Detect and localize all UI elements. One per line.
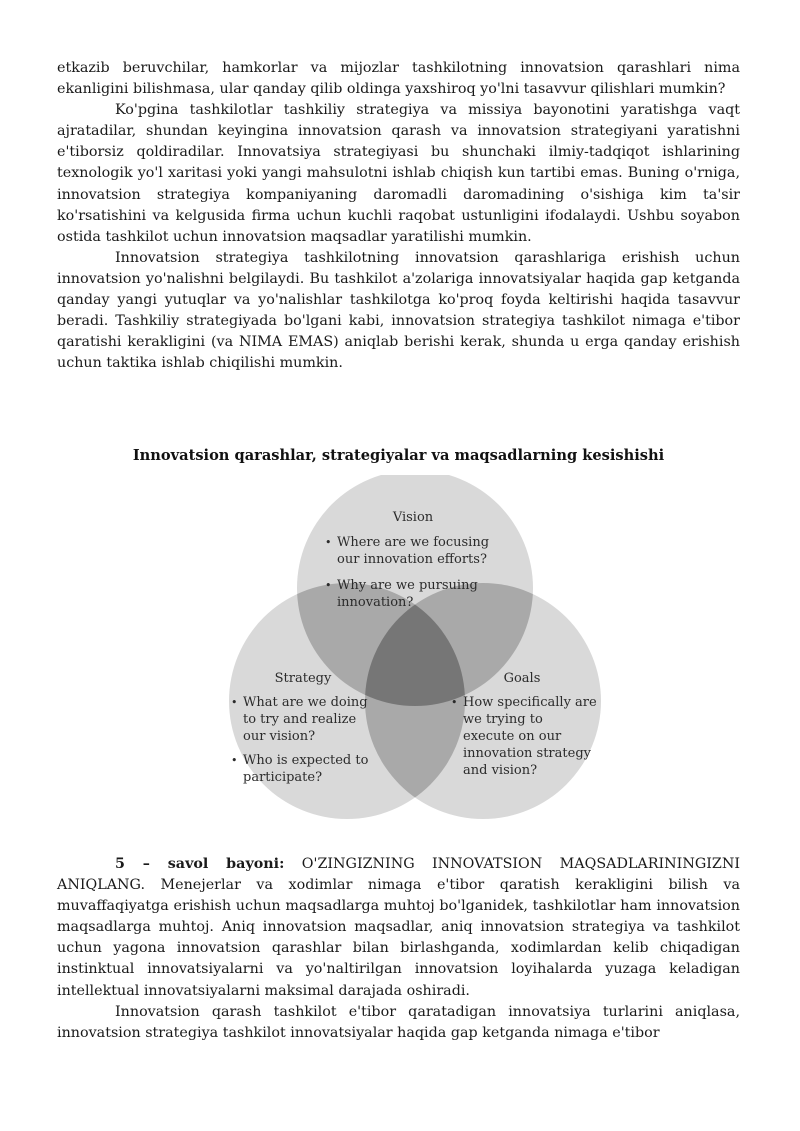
strategy-q2-line1: Who is expected to [243,753,369,768]
vision-heading: Vision [392,510,434,525]
strategy-q1-line2: to try and realize [243,712,357,727]
bullet-icon: • [231,754,238,767]
strategy-heading: Strategy [274,671,332,686]
figure-title: Innovatsion qarashlar, strategiyalar va maqsadlarning kesishishi [132,447,665,464]
question-lead: 5 – savol bayoni: [115,856,285,872]
top-text [57,58,740,374]
paragraph-5: Innovatsion qarash tashkilot e'tibor qaratadigan innovatsiya turlarini aniqlasa, innovatsion strategiya tashkilot innovatsiyalar haqida gap ketganda nimaga e'tibor [57,1003,740,1041]
strategy-q2-line2: participate? [243,770,323,785]
goals-heading: Goals [503,671,541,686]
paragraph-3: Innovatsion strategiya tashkilotning innovatsion qarashlariga erishish uchun innovatsion yo'nalishni belgilaydi. Bu tashkilot a'zolariga innovatsiyalar haqida gap ketganda qanday yangi yutuqlar va yo'nalishlar tashkilotga ko'proq foyda keltirishi haqida tasavvur beradi. Tashkiliy strategiyada bo'lgani kabi, innovatsion strategiya tashkilot nimaga e'tibor qaratishi kerakligini (va NIMA EMAS) aniqlab berishi kerak, shunda u erga qanday erishish uchun taktika ishlab chiqilishi mumkin. [57,249,740,372]
vision-q1-line2: our innovation efforts? [337,552,487,567]
paragraph-4 [57,854,740,1002]
goals-q1-line3: execute on our [463,729,562,744]
strategy-q1-line1: What are we doing [243,695,368,710]
strategy-q1-line3: our vision? [243,729,316,744]
venn-diagram [205,475,625,835]
vision-q2-line1: Why are we pursuing [337,578,478,593]
bullet-icon: • [325,579,332,592]
goals-q1-line2: we trying to [463,712,543,727]
goals-q1-line4: innovation strategy [463,746,591,761]
bullet-icon: • [231,696,238,709]
paragraph-1: etkazib beruvchilar, hamkorlar va mijozlar tashkilotning innovatsion qarashlari nima ekanligini bilishmasa, ular qanday qilib oldinga yaxshiroq yo'lni tasavvur qilishlari mumkin? [57,60,740,98]
vision-q1-line1: Where are we focusing [337,535,490,550]
vision-q2-line2: innovation? [337,595,414,610]
bullet-icon: • [451,696,458,709]
goals-q1-line1: How specifically are [463,695,597,710]
paragraph-2: Ko'pgina tashkilotlar tashkiliy strategiya va missiya bayonotini yaratishga vaqt ajratadilar, shundan keyingina innovatsion qarash va innovatsion strategiyani yaratishni e'tiborsiz qoldiradilar. Innovatsiya strategiyasi bu shunchaki ilmiy-tadqiqot ishlarining texnologik yo'l xaritasi yoki yangi mahsulotni ishlab chiqish kun tartibi emas. Buning o'rniga, innovatsion strategiya kompaniyaning daromadli daromadining o'sishiga kim ta'sir ko'rsatishini va kelgusida firma uchun kuchli raqobat ustunligini ifodalaydi. Ushbu soyabon ostida tashkilot uchun innovatsion maqsadlar yaratilishi mumkin. [57,102,740,245]
question-body: O'ZINGIZNING INNOVATSION MAQSADLARININGIZNI ANIQLANG. Menejerlar va xodimlar nimaga e'tibor qaratish kerakligini bilish va muvaffaqiyatga erishish uchun maqsadlarga muhtoj bo'lganidek, tashkilotlar ham innovatsion maqsadlarga muhtoj. Aniq innovatsion maqsadlar, aniq innovatsion strategiya va tashkilot uchun yagona innovatsion qarashlar bilan birlashganda, xodimlardan kelib chiqadigan instinktual innovatsiyalarni va yo'naltirilgan innovatsion loyihalarda yuzaga keladigan intellektual innovatsiyalarni maksimal darajada oshiradi. [57,856,740,999]
bullet-icon: • [325,536,332,549]
bottom-text [57,854,740,1044]
goals-q1-line5: and vision? [463,763,538,778]
